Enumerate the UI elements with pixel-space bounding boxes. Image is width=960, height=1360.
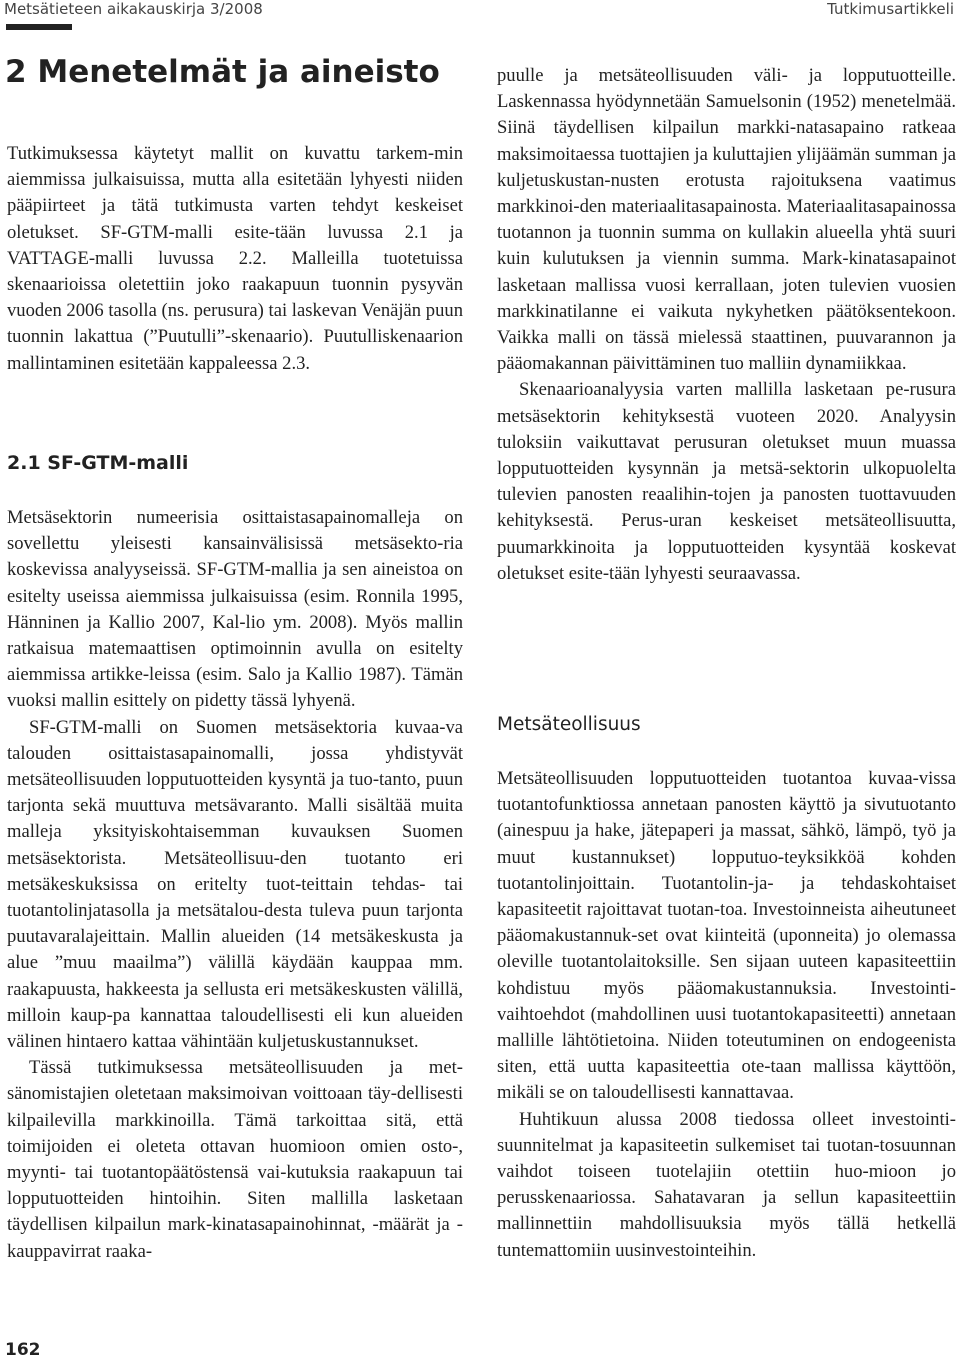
- article-category: Tutkimusartikkeli: [827, 0, 954, 18]
- left-paragraph-2: SF-GTM-malli on Suomen metsäsektoria kuvaa-va talouden osittaistasapainomalli, jossa yhdistyvät metsäteollisuuden lopputuotteiden kysyntä ja tuo-tanto, puun tarjonta sekä muuttuva metsävaranto. Malli sisältää muita malleja yksityiskohtaisemman kuvauksen Suomen metsäsektorista. Metsäteollisuu-den tuotanto eri metsäkeskuksissa on eritelty tuot-teittain tehdas- tai tuotantolinjatasolla ja metsätalou-desta tuleva puun tarjonta puutavaralajeittain. Mallin alueiden (14 metsäkeskusta ja alue ”muu maailma”) välillä käydään kauppaa mm. raakapuusta, hakkeesta ja sellusta eri metsäkeskusten välillä, milloin kaup-pa kannattaa taloudellisesti eli kun alueiden välinen hintaero kattaa vähintään kuljetuskustannukset.: [7, 716, 463, 1053]
- running-head: [0, 0, 960, 22]
- section-title: 2.1 SF-GTM-malli: [7, 452, 189, 474]
- left-paragraph-1: Metsäsektorin numeerisia osittaistasapainomalleja on sovellettu yleisesti kansainvälisissä metsäsekto-ria koskevissa analyyseissä. SF-GTM-mallia ja sen aineistoa on esitelty useissa aiemmissa julkaisuissa (esim. Ronnila 1995, Hänninen ja Kallio 2007, Kal-lio ym. 2008). Myös mallin ratkaisua matemaattisen optimoinnin avulla on esitelty aiemmissa artikke-leissa (esim. Salo ja Kallio 1987). Tämän vuoksi mallin esittely on pidetty tässä lyhyenä.: [7, 507, 463, 712]
- right-paragraph-4: Huhtikuun alussa 2008 tiedossa olleet investointi-suunnitelmat ja kapasiteetin sulkemiset tai tuotan-tosuunnan vaihdot toiseen tuotelajiin otettiin huo-mioon jo perusskenaariossa. Sahatavaran ja sellun kapasiteettiin mallinnettiin mahdollisuuksia myös tällä hetkellä tuntemattomiin uusinvestointeihin.: [497, 1108, 956, 1261]
- left-column-intro: [7, 141, 463, 377]
- subsection-title: Metsäteollisuus: [497, 714, 641, 735]
- left-column-body: [7, 505, 463, 1265]
- right-column-top: [497, 63, 956, 587]
- journal-name: Metsätieteen aikakauskirja 3/2008: [4, 0, 263, 18]
- intro-paragraph: Tutkimuksessa käytetyt mallit on kuvattu tarkem-min aiemmissa julkaisuissa, mutta alla esitetään lyhyesti niiden pääpiirteet ja tätä tutkimusta varten tehdyt keskeiset oletukset. SF-GTM-malli esite-tään luvussa 2.1 ja VATTAGE-malli luvussa 2.2. Malleilla tuotetuissa skenaarioissa oletettiin joko raakapuun tuonnin pysyvän vuoden 2006 tasolla (ns. perusura) tai laskevan Venäjän puun tuonnin lakattua (”Puutulli”-skenaario). Puutulliskenaarion mallintaminen esitetään kappaleessa 2.3.: [7, 143, 463, 374]
- right-paragraph-3: Metsäteollisuuden lopputuotteiden tuotantoa kuvaa-vissa tuotantofunktiossa annetaan panosten käyttö ja sivutuotanto (ainespuu ja hake, jätepaperi ja massat, sähkö, lämpö, työ ja muut kustannukset) lopputuo-teyksikköä kohden tuotantolinjoittain. Tuotantolin-ja- ja tehdaskohtaiset kapasiteetit rajoittavat tuotan-toa. Investoinneista aiheutuneet pääomakustannuk-set ovat kiinteitä (uponneita) jo olemassa oleville tuotantolaitoksille. Sen sijaan uuteen kapasiteettiin kohdistuu myös pääomakustannuksia. Investointi-vaihtoehdot (mahdollinen uusi tuotantokapasiteetti) annetaan mallille lähtötietoina. Niiden toteutuminen on endogeenista siten, että uutta kapasiteettia ote-taan mallissa käyttöön, mikäli se on taloudellisesti kannattavaa.: [497, 768, 956, 1104]
- right-paragraph-1: puulle ja metsäteollisuuden väli- ja lopputuotteille. Laskennassa hyödynnetään Samuelsonin (1952) menetelmää. Siinä täydellisen kilpailun markki-natasapaino ratkeaa maksimoitaessa tuottajien ja kuluttajien ylijäämän summan ja kuljetuskustan-nusten erotusta rajoituksena vaatimus markkinoi-den materiaalitasapainosta. Materiaalitasapainossa tuotannon ja tuonnin summa on kullakin alueella yhtä suuri kuin kulutuksen ja viennin summa. Mark-kinatasapainot lasketaan mallissa vuosi kerrallaan, joten tulevien vuosien markkinatilanne ei vaikuta nykyhetken päätöksentekoon. Vaikka malli on tässä mielessä staattinen, puuvarannon ja pääomakannan päivittäminen tuo malliin dynamiikkaa.: [497, 65, 956, 375]
- left-paragraph-3: Tässä tutkimuksessa metsäteollisuuden ja met-sänomistajien oletetaan maksimoivan voittoaan täy-dellisesti kilpailevilla markkinoilla. Tämä tarkoittaa sitä, että toimijoiden ei oleteta ottavan huomioon omien osto-, myynti- tai tuotantopäätöstensä vai-kutuksia raakapuun tai lopputuotteiden hintoihin. Siten mallilla lasketaan täydellisen kilpailun mark-kinatasapainohinnat, -määrät ja -kauppavirrat raaka-: [7, 1057, 463, 1262]
- right-column-bottom: [497, 766, 956, 1264]
- right-paragraph-2: Skenaarioanalyysia varten mallilla lasketaan pe-rusura metsäsektorin kehityksestä vuoteen 2020. Analyysin tuloksiin vaikuttavat perusuran oletukset muun muassa lopputuotteiden kysynnän ja metsä-sektorin ulkopuolelta tulevien panosten reaalihin-tojen ja panosten tuottavuuden kehityksestä. Perus-uran keskeiset metsäteollisuutta, puumarkkinoita ja lopputuotteiden kysyntää koskevat oletukset esite-tään lyhyesti seuraavassa.: [497, 379, 956, 584]
- header-rule: [6, 24, 72, 30]
- chapter-title: 2 Menetelmät ja aineisto: [5, 54, 440, 90]
- page-number: 162: [5, 1340, 41, 1360]
